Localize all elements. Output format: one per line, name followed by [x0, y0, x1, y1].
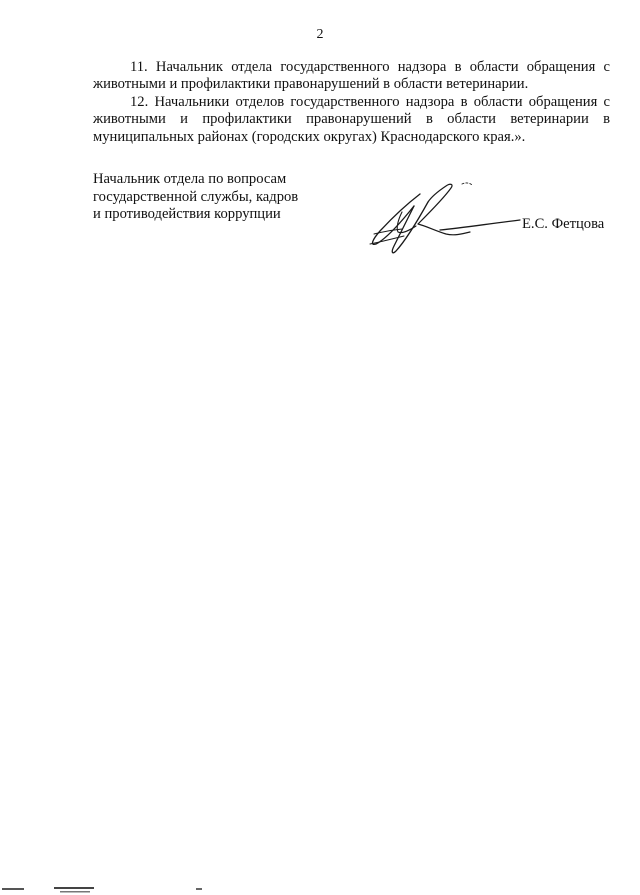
list-item-12: 12. Начальники отделов государственного надзора в области обращения с животными и профилактики правонарушений в области ветеринарии в муниципальных районах (городских округах) Краснодарского края.». — [93, 93, 610, 145]
page-number: 2 — [316, 27, 324, 42]
signer-position — [93, 171, 323, 224]
signer-position-line: государственной службы, кадров — [93, 188, 299, 205]
handwritten-signature — [362, 176, 522, 258]
list-item-11: 11. Начальник отдела государственного надзора в области обращения с животными и профилактики правонарушений в области ветеринарии. — [93, 59, 610, 93]
document-body — [93, 59, 610, 146]
signer-position-line: и противодействия коррупции — [93, 206, 281, 223]
signer-position-line: Начальник отдела по вопросам — [93, 171, 287, 187]
scan-edge-artifacts — [0, 884, 640, 895]
signer-name: Е.С. Фетцова — [522, 216, 605, 232]
